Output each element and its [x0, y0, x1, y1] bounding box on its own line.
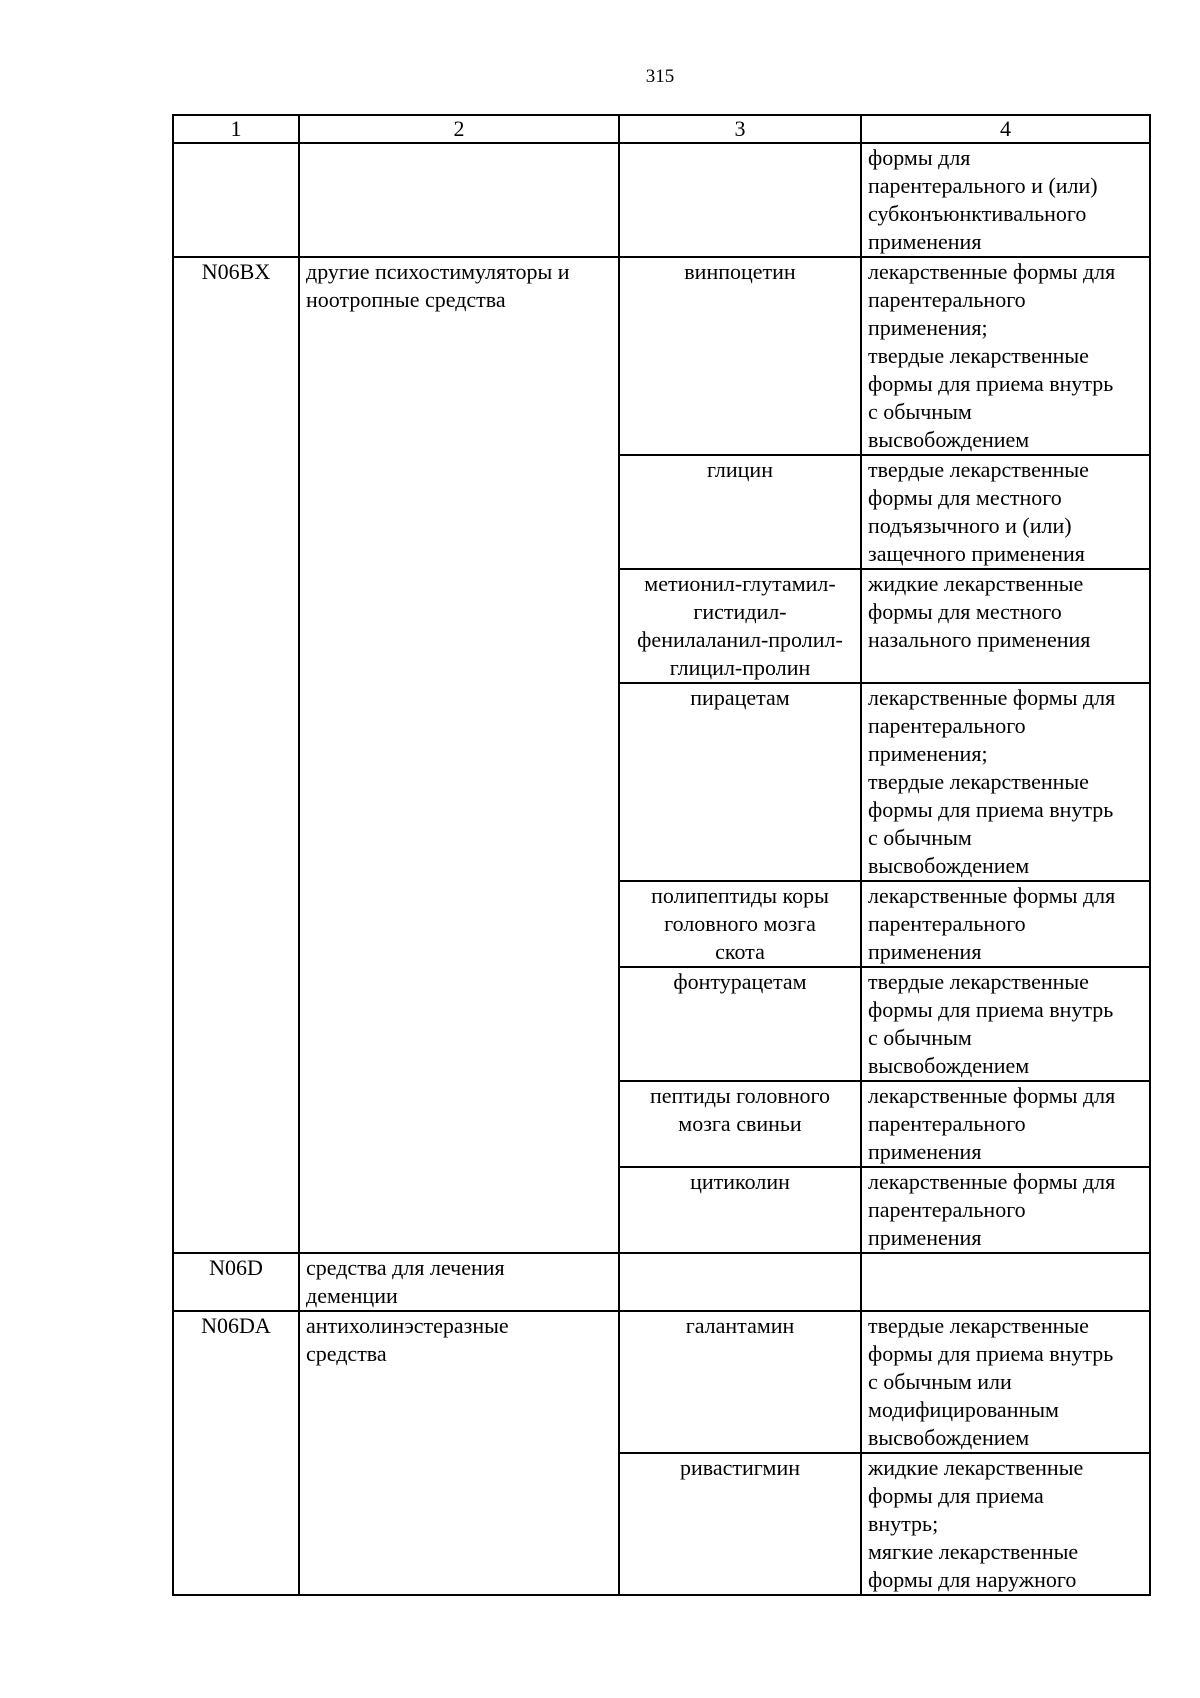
text-line: высвобождением [868, 853, 1030, 878]
drug-list-table [172, 114, 1151, 1596]
drug-name-cell [619, 257, 861, 455]
text-line: скота [715, 939, 765, 964]
dosage-form-cell [861, 1253, 1150, 1311]
text-line: средства для лечения [306, 1255, 505, 1280]
text-line: пирацетам [690, 685, 790, 710]
text-line: внутрь; [868, 1511, 939, 1536]
column-header-3: 3 [619, 115, 861, 143]
text-line: лекарственные формы для [868, 883, 1116, 908]
dosage-form-cell [861, 1081, 1150, 1167]
text-line: гистидил- [693, 599, 787, 624]
text-line: твердые лекарственные [868, 1313, 1089, 1338]
table-row [173, 1253, 1150, 1311]
text-line: применения; [868, 315, 988, 340]
column-header-2: 2 [299, 115, 619, 143]
drug-group-cell [299, 143, 619, 257]
text-line: формы для приема [868, 1483, 1044, 1508]
dosage-form-cell [861, 967, 1150, 1081]
text-line: субконъюнктивального [868, 201, 1087, 226]
text-line: полипептиды коры [651, 883, 829, 908]
table-body [173, 115, 1150, 1595]
text-line: антихолинэстеразные [306, 1313, 509, 1338]
text-line: средства [306, 1341, 387, 1366]
dosage-form-cell [861, 455, 1150, 569]
atc-code-cell: N06DA [173, 1311, 299, 1595]
table-row [173, 257, 1150, 455]
drug-name-cell [619, 683, 861, 881]
text-line: лекарственные формы для [868, 1169, 1116, 1194]
drug-group-cell [299, 257, 619, 1253]
text-line: парентерального [868, 1197, 1026, 1222]
text-line: твердые лекарственные [868, 969, 1089, 994]
atc-code-cell: N06D [173, 1253, 299, 1311]
text-line: формы для [868, 145, 971, 170]
table-row [173, 143, 1150, 257]
table-row [173, 1311, 1150, 1453]
atc-code-cell [173, 143, 299, 257]
text-line: глицин [707, 457, 773, 482]
dosage-form-cell [861, 881, 1150, 967]
drug-name-cell [619, 143, 861, 257]
table-header-row [173, 115, 1150, 143]
text-line: применения [868, 1225, 982, 1250]
drug-name-cell [619, 455, 861, 569]
text-line: парентерального [868, 287, 1026, 312]
text-line: с обычным [868, 1025, 972, 1050]
text-line: лекарственные формы для [868, 259, 1116, 284]
text-line: фенилаланил-пролил- [637, 627, 843, 652]
text-line: ривастигмин [680, 1455, 800, 1480]
dosage-form-cell [861, 569, 1150, 683]
dosage-form-cell [861, 1311, 1150, 1453]
drug-name-cell [619, 1253, 861, 1311]
text-line: головного мозга [664, 911, 816, 936]
page-number: 315 [645, 66, 675, 87]
dosage-form-cell [861, 1453, 1150, 1595]
text-line: лекарственные формы для [868, 1083, 1116, 1108]
text-line: формы для приема внутрь [868, 997, 1114, 1022]
drug-name-cell [619, 967, 861, 1081]
text-line: применения [868, 229, 982, 254]
text-line: высвобождением [868, 1053, 1030, 1078]
atc-code-cell: N06BX [173, 257, 299, 1253]
text-line: фонтурацетам [673, 969, 807, 994]
text-line: твердые лекарственные [868, 457, 1089, 482]
text-line: жидкие лекарственные [868, 571, 1084, 596]
text-line: парентерального [868, 911, 1026, 936]
text-line: защечного применения [868, 541, 1085, 566]
dosage-form-cell [861, 1167, 1150, 1253]
drug-group-cell [299, 1253, 619, 1311]
text-line: формы для приема внутрь [868, 797, 1114, 822]
text-line: высвобождением [868, 427, 1030, 452]
text-line: формы для местного [868, 485, 1062, 510]
text-line: назального применения [868, 627, 1091, 652]
text-line: мозга свиньи [678, 1111, 802, 1136]
drug-name-cell [619, 1167, 861, 1253]
text-line: твердые лекарственные [868, 769, 1089, 794]
text-line: формы для приема внутрь [868, 371, 1114, 396]
text-line: деменции [306, 1283, 398, 1308]
text-line: ноотропные средства [306, 287, 506, 312]
dosage-form-cell [861, 257, 1150, 455]
text-line: формы для местного [868, 599, 1062, 624]
text-line: винпоцетин [684, 259, 796, 284]
drug-name-cell [619, 569, 861, 683]
text-line: глицил-пролин [669, 655, 811, 680]
text-line: применения; [868, 741, 988, 766]
text-line: с обычным [868, 825, 972, 850]
text-line: жидкие лекарственные [868, 1455, 1084, 1480]
text-line: метионил-глутамил- [644, 571, 836, 596]
column-header-4: 4 [861, 115, 1150, 143]
dosage-form-cell [861, 683, 1150, 881]
text-line: модифицированным [868, 1397, 1059, 1422]
text-line: мягкие лекарственные [868, 1539, 1079, 1564]
text-line: высвобождением [868, 1425, 1030, 1450]
drug-name-cell [619, 881, 861, 967]
text-line: формы для наружного [868, 1567, 1077, 1592]
drug-name-cell [619, 1081, 861, 1167]
text-line: формы для приема внутрь [868, 1341, 1114, 1366]
drug-name-cell [619, 1311, 861, 1453]
text-line: другие психостимуляторы и [306, 259, 570, 284]
text-line: применения [868, 1139, 982, 1164]
dosage-form-cell [861, 143, 1150, 257]
text-line: галантамин [685, 1313, 795, 1338]
text-line: с обычным [868, 399, 972, 424]
text-line: пептиды головного [650, 1083, 830, 1108]
text-line: парентерального [868, 1111, 1026, 1136]
text-line: подъязычного и (или) [868, 513, 1072, 538]
text-line: парентерального [868, 713, 1026, 738]
text-line: применения [868, 939, 982, 964]
drug-name-cell [619, 1453, 861, 1595]
text-line: цитиколин [690, 1169, 790, 1194]
drug-group-cell [299, 1311, 619, 1595]
column-header-1: 1 [173, 115, 299, 143]
text-line: лекарственные формы для [868, 685, 1116, 710]
text-line: парентерального и (или) [868, 173, 1098, 198]
text-line: с обычным или [868, 1369, 1012, 1394]
text-line: твердые лекарственные [868, 343, 1089, 368]
